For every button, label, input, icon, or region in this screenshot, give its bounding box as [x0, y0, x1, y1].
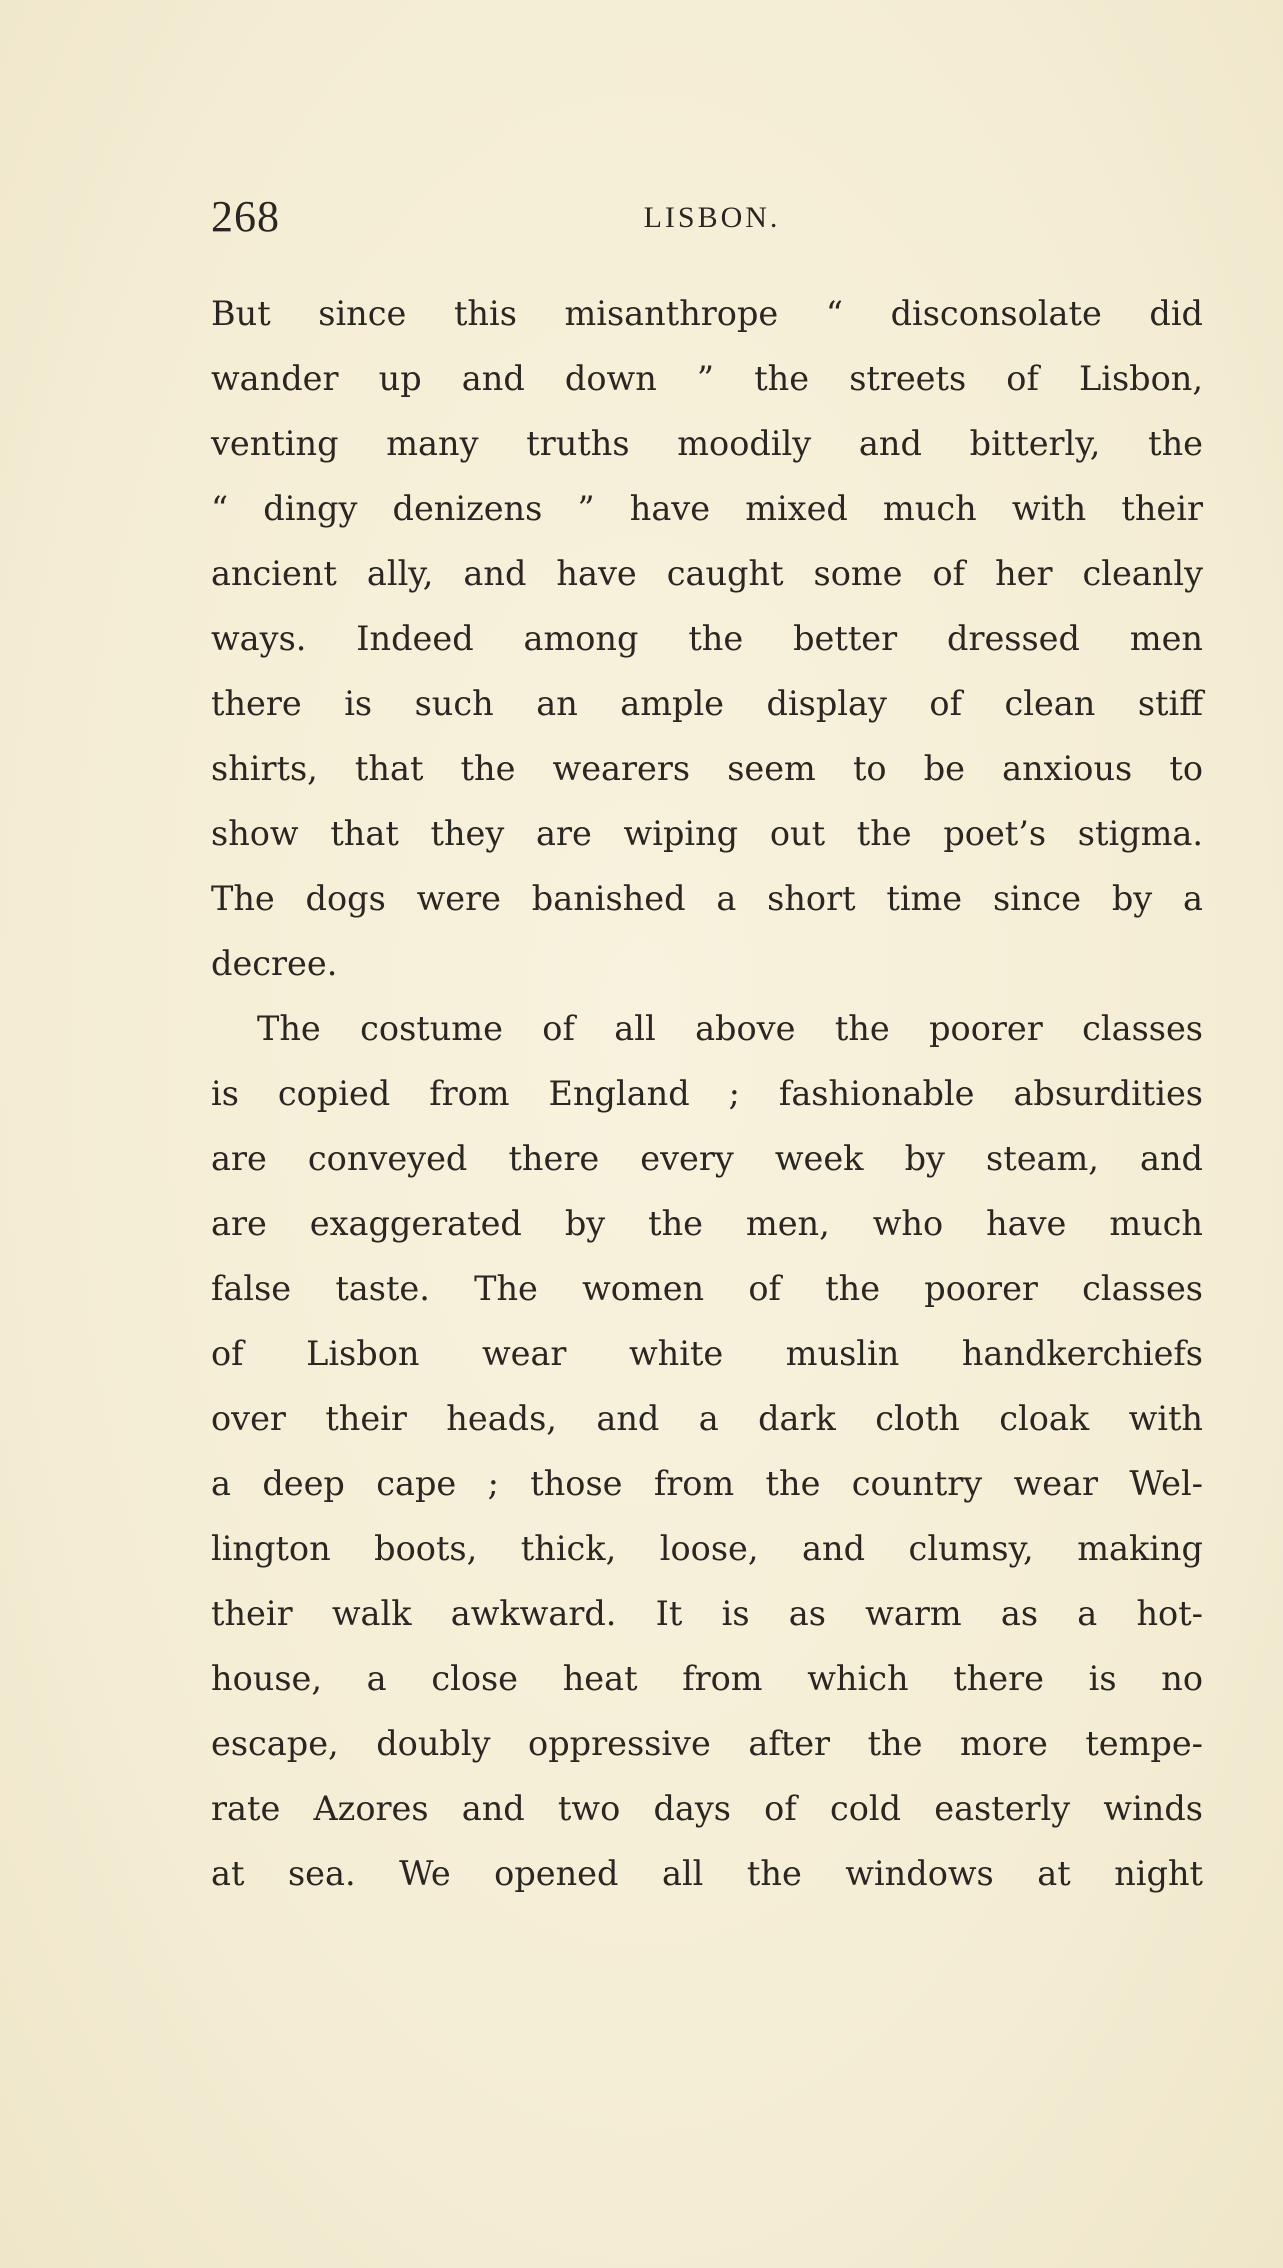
text-line: venting many truths moodily and bitterly, the — [211, 424, 1203, 463]
text-line: “ dingy denizens ” have mixed much with their — [211, 489, 1203, 528]
text-line: their walk awkward. It is as warm as a hot- — [211, 1594, 1203, 1633]
text-line: lington boots, thick, loose, and clumsy, making — [211, 1529, 1203, 1568]
text-line: But since this misanthrope “ disconsolate did — [211, 294, 1203, 333]
text-line: false taste. The women of the poorer classes — [211, 1269, 1203, 1308]
text-line: ways. Indeed among the better dressed men — [211, 619, 1203, 658]
text-line: a deep cape ; those from the country wear Wel- — [211, 1464, 1203, 1503]
text-line: ancient ally, and have caught some of her cleanly — [211, 554, 1203, 593]
text-line: escape, doubly oppressive after the more tempe- — [211, 1724, 1203, 1763]
body-text — [211, 281, 1211, 1906]
text-line: wander up and down ” the streets of Lisbon, — [211, 359, 1203, 398]
text-line: is copied from England ; fashionable absurdities — [211, 1074, 1203, 1113]
running-head — [211, 192, 1203, 242]
page-number: 268 — [211, 192, 280, 241]
text-line: rate Azores and two days of cold easterly winds — [211, 1789, 1203, 1828]
text-line: are conveyed there every week by steam, and — [211, 1139, 1203, 1178]
text-line: there is such an ample display of clean stiff — [211, 684, 1203, 723]
text-line: shirts, that the wearers seem to be anxious to — [211, 749, 1203, 788]
paragraph-first-line: The costume of all above the poorer classes — [257, 1009, 1203, 1048]
running-title: LISBON. — [643, 201, 781, 234]
text-line: decree. — [211, 944, 338, 983]
text-line: are exaggerated by the men, who have much — [211, 1204, 1203, 1243]
text-line: over their heads, and a dark cloth cloak with — [211, 1399, 1203, 1438]
text-line: of Lisbon wear white muslin handkerchiefs — [211, 1334, 1203, 1373]
text-line: The dogs were banished a short time since by a — [211, 879, 1203, 918]
text-line: show that they are wiping out the poet’s stigma. — [211, 814, 1203, 853]
text-line: at sea. We opened all the windows at night — [211, 1854, 1203, 1893]
text-line: house, a close heat from which there is no — [211, 1659, 1203, 1698]
